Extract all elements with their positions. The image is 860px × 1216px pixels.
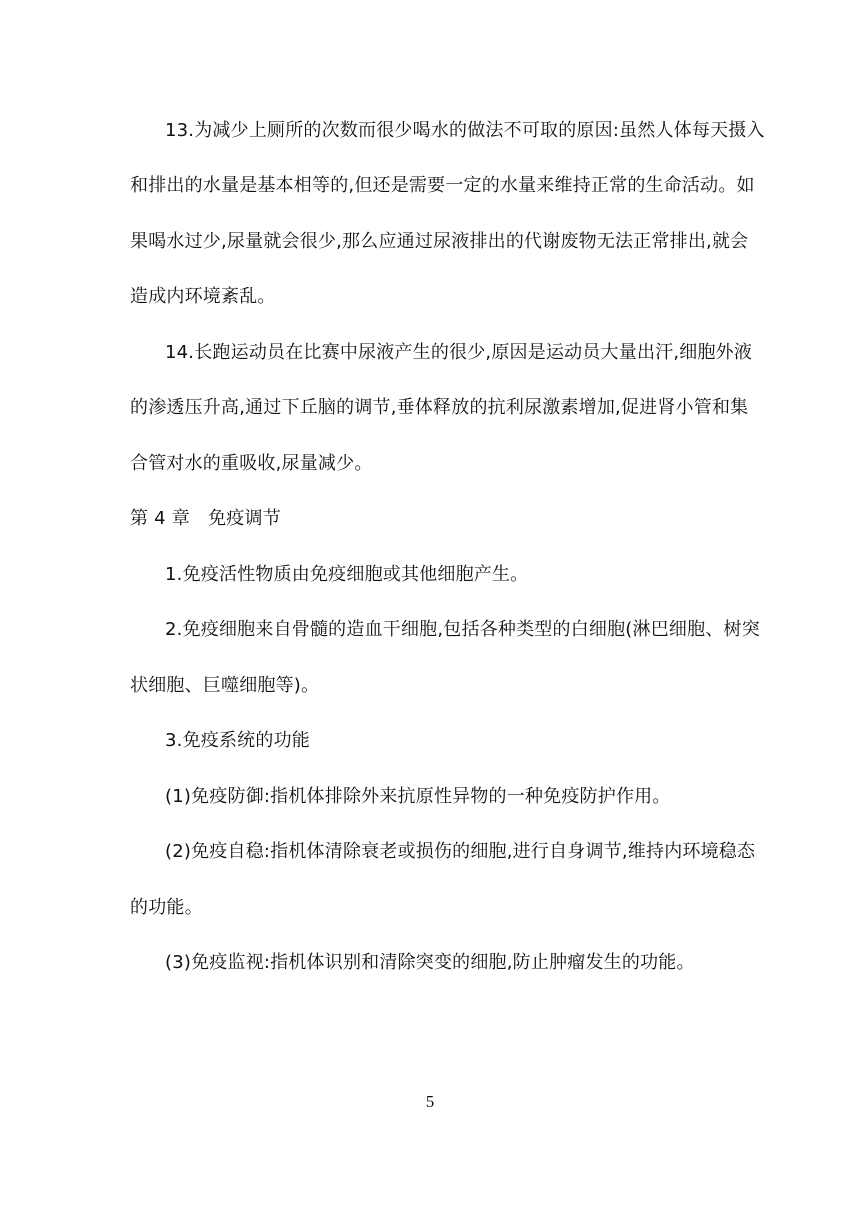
item-3-2-line-2: 的功能。 <box>130 897 203 918</box>
para-13-line-4: 造成内环境紊乱。 <box>130 286 276 307</box>
para-13-line-2: 和排出的水量是基本相等的,但还是需要一定的水量来维持正常的生命活动。如 <box>130 175 755 196</box>
item-2-line-2: 状细胞、巨噬细胞等)。 <box>130 675 320 696</box>
item-2-line-1: 2.免疫细胞来自骨髓的造血干细胞,包括各种类型的白细胞(淋巴细胞、树突 <box>165 619 760 640</box>
para-13-line-3: 果喝水过少,尿量就会很少,那么应通过尿液排出的代谢废物无法正常排出,就会 <box>130 231 749 252</box>
item-3-2-line-1: (2)免疫自稳:指机体清除衰老或损伤的细胞,进行自身调节,维持内环境稳态 <box>165 841 756 862</box>
para-14-line-3: 合管对水的重吸收,尿量减少。 <box>130 453 373 474</box>
para-14-line-1: 14.长跑运动员在比赛中尿液产生的很少,原因是运动员大量出汗,细胞外液 <box>165 342 753 363</box>
para-13-line-1: 13.为减少上厕所的次数而很少喝水的做法不可取的原因:虽然人体每天摄入 <box>165 120 765 141</box>
item-3-title: 3.免疫系统的功能 <box>165 730 310 751</box>
para-14-line-2: 的渗透压升高,通过下丘脑的调节,垂体释放的抗利尿激素增加,促进肾小管和集 <box>130 397 749 418</box>
item-3-3: (3)免疫监视:指机体识别和清除突变的细胞,防止肿瘤发生的功能。 <box>165 952 695 973</box>
chapter-heading: 第 4 章 免疫调节 <box>130 508 281 529</box>
item-3-1: (1)免疫防御:指机体排除外来抗原性异物的一种免疫防护作用。 <box>165 786 671 807</box>
page-number: 5 <box>425 1092 435 1111</box>
item-1: 1.免疫活性物质由免疫细胞或其他细胞产生。 <box>165 564 529 585</box>
